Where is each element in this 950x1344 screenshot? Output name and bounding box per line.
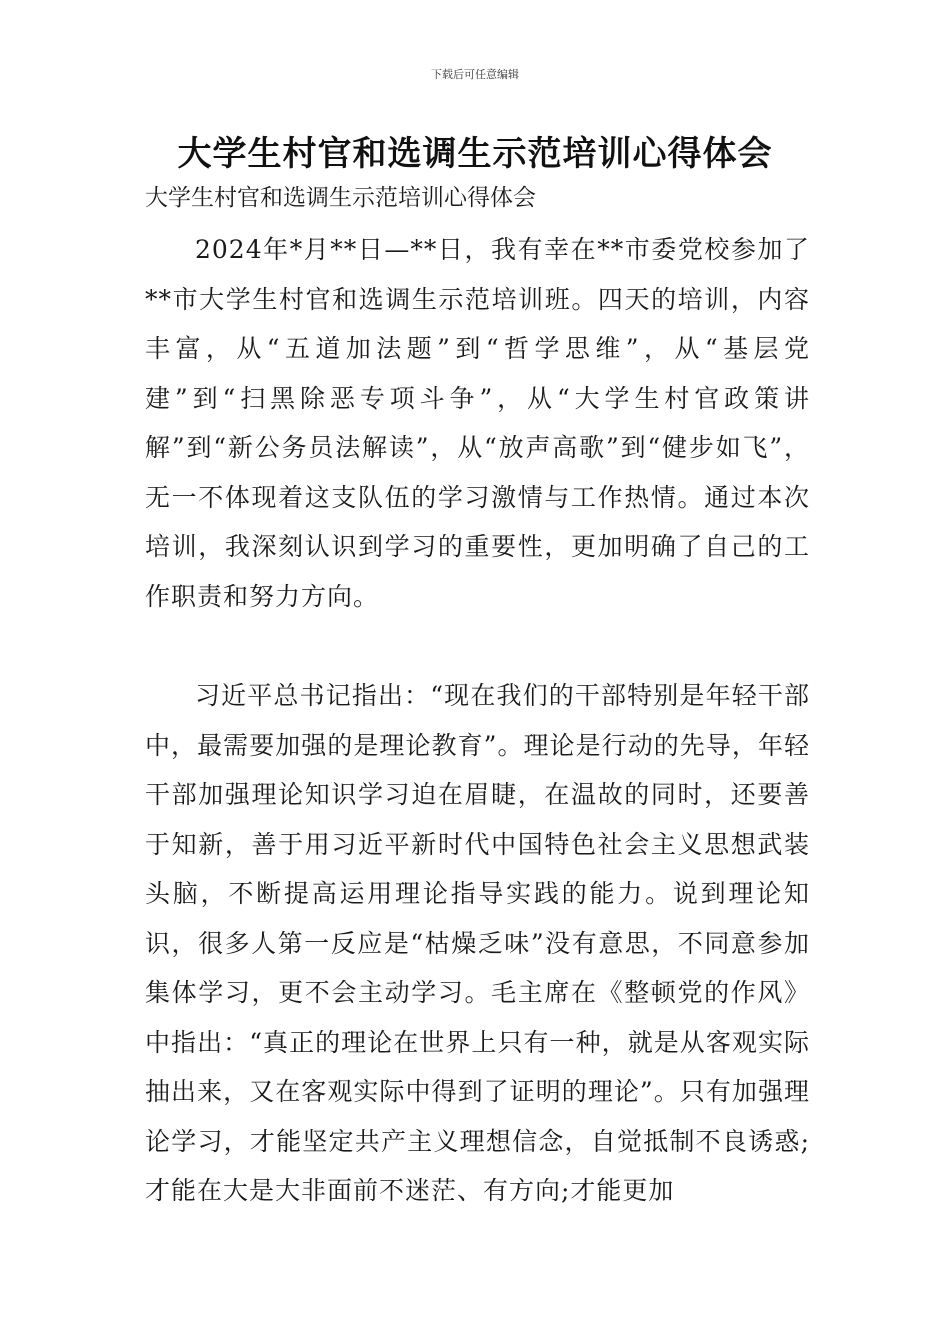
header-note: 下载后可任意编辑 [431,68,519,81]
document-subtitle: 大学生村官和选调生示范培训心得体会 [145,185,536,211]
document-title: 大学生村官和选调生示范培训心得体会 [177,134,773,174]
paragraph-theory: 习近平总书记指出：“现在我们的干部特别是年轻干部中，最需要加强的是理论教育”。理论是行动的先导，年轻干部加强理论知识学习迫在眉睫，在温故的同时，还要善于知新，善于用习近平新时代中国特色社会主义思想武装头脑，不断提高运用理论指导实践的能力。说到理论知识，很多人第一反应是“枯燥乏味”没有意思，不同意参加集体学习，更不会主动学习。毛主席在《整顿党的作风》中指出：“真正的理论在世界上只有一种，就是从客观实际抽出来，又在客观实际中得到了证明的理论”。只有加强理论学习，才能坚定共产主义理想信念，自觉抵制不良诱惑;才能在大是大非面前不迷茫、有方向;才能更加 [145,681,810,1205]
paragraph-intro: 2024年*月**日—**日，我有幸在**市委党校参加了**市大学生村官和选调生示范培训班。四天的培训，内容丰富，从“五道加法题”到“哲学思维”，从“基层党建”到“扫黑除恶专项斗争”，从“大学生村官政策讲解”到“新公务员法解读”，从“放声高歌”到“健步如飞”，无一不体现着这支队伍的学习激情与工作热情。通过本次培训，我深刻认识到学习的重要性，更加明确了自己的工作职责和努力方向。 [145,235,810,611]
